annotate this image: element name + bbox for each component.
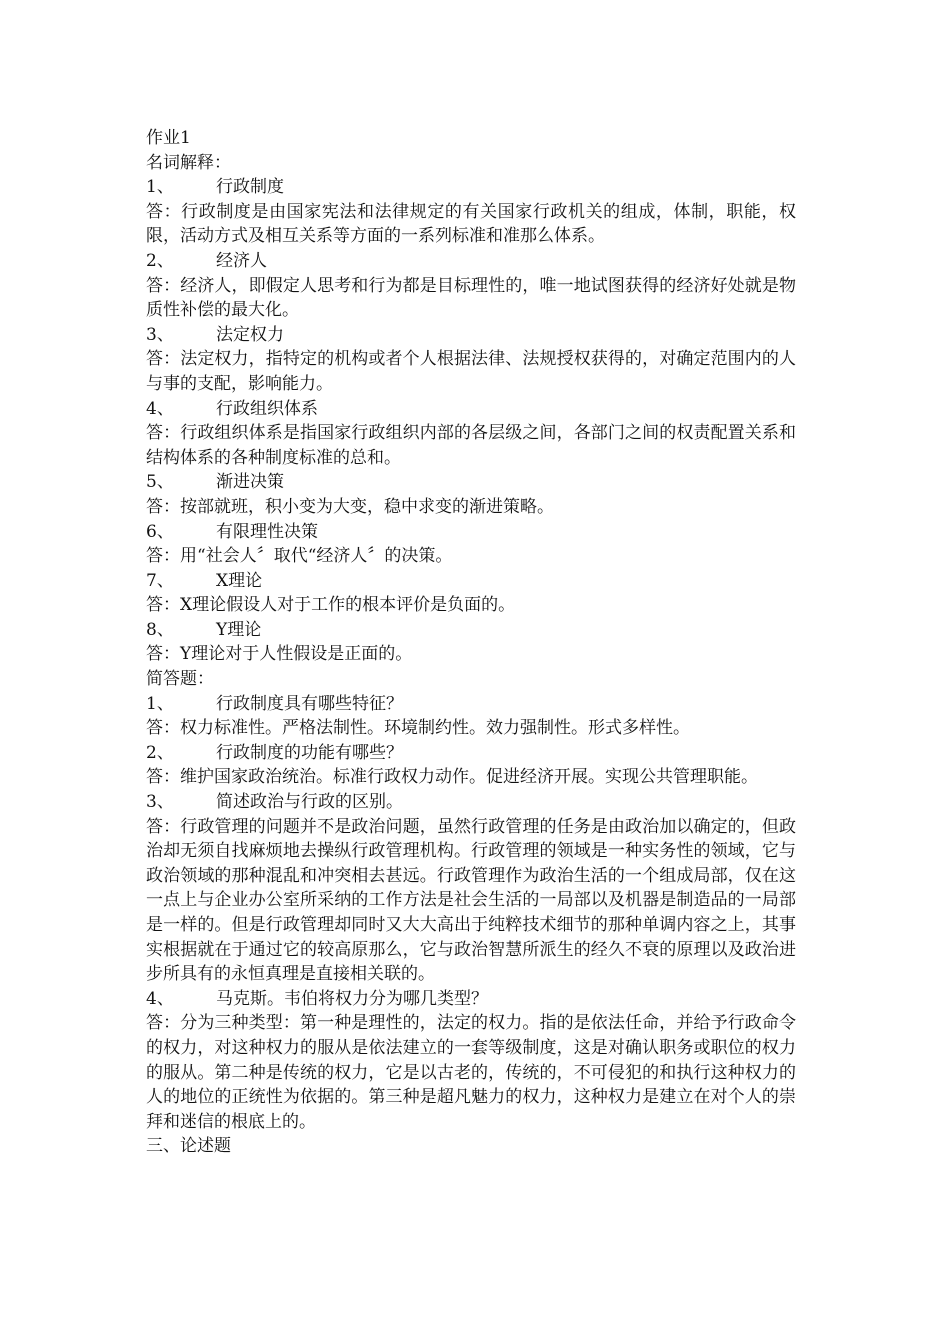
item-number: 8、 xyxy=(146,619,174,640)
item-question: 行政制度具有哪些特征？ xyxy=(216,693,403,714)
item-term: 法定权力 xyxy=(216,324,284,345)
item-answer: 答：权力标准性。严格法制性。环境制约性。效力强制性。形式多样性。 xyxy=(146,718,690,739)
item-term: 渐进决策 xyxy=(216,472,284,493)
item-term: 经济人 xyxy=(216,250,267,271)
question-item xyxy=(146,987,796,1012)
item-number: 6、 xyxy=(146,521,174,542)
section-title-short-answer: 简答题： xyxy=(146,669,214,690)
question-item xyxy=(146,790,796,815)
item-term: Y理论 xyxy=(216,619,262,640)
term-item xyxy=(146,323,796,348)
item-number: 1、 xyxy=(146,177,174,198)
item-answer: 答：行政管理的问题并不是政治问题，虽然行政管理的任务是由政治加以确定的，但政治却无须自找麻烦地去操纵行政管理机构。行政管理的领域是一种实务性的领域，它与政治领域的那种混乱和冲突相去甚远。行政管理作为政治生活的一个组成局部，仅在这一点上与企业办公室所采纳的工作方法是社会生活的一局部以及机器是制造品的一局部是一样的。但是行政管理却同时又大大高出于纯粹技术细节的那种单调内容之上，其事实根据就在于通过它的较高原那么，它与政治智慧所派生的经久不衰的原理以及政治进步所具有的永恒真理是直接相关联的。 xyxy=(146,816,796,985)
item-question: 行政制度的功能有哪些？ xyxy=(216,742,403,763)
item-number: 5、 xyxy=(146,472,174,493)
item-question: 简述政治与行政的区别。 xyxy=(216,792,403,813)
section-title-essay: 三、论述题 xyxy=(146,1136,231,1157)
doc-heading: 作业1 xyxy=(146,128,191,148)
item-number: 3、 xyxy=(146,792,174,813)
term-item xyxy=(146,569,796,594)
term-item xyxy=(146,618,796,643)
item-answer: 答：Y理论对于人性假设是正面的。 xyxy=(146,644,413,665)
item-answer: 答：法定权力，指特定的机构或者个人根据法律、法规授权获得的，对确定范围内的人与事的支配，影响能力。 xyxy=(146,349,796,394)
item-number: 2、 xyxy=(146,742,174,763)
term-item xyxy=(146,397,796,422)
document-page xyxy=(146,126,796,1159)
item-answer: 答：用“社会人〞取代“经济人〞的决策。 xyxy=(146,546,453,567)
item-term: 行政制度 xyxy=(216,177,284,198)
term-item xyxy=(146,470,796,495)
term-item xyxy=(146,249,796,274)
term-item-number xyxy=(146,175,796,200)
section-title-term-explanation: 名词解释： xyxy=(146,152,231,173)
item-question: 马克斯。韦伯将权力分为哪几类型？ xyxy=(216,988,488,1009)
item-term: 有限理性决策 xyxy=(216,521,318,542)
term-item xyxy=(146,520,796,545)
item-number: 4、 xyxy=(146,398,174,419)
item-answer: 答：行政组织体系是指国家行政组织内部的各层级之间，各部门之间的权责配置关系和结构体系的各种制度标准的总和。 xyxy=(146,423,796,468)
item-number: 7、 xyxy=(146,570,174,591)
item-number: 2、 xyxy=(146,250,174,271)
item-term: 行政组织体系 xyxy=(216,398,318,419)
item-number: 1、 xyxy=(146,693,174,714)
item-answer: 答：行政制度是由国家宪法和法律规定的有关国家行政机关的组成，体制，职能，权限，活动方式及相互关系等方面的一系列标准和准那么体系。 xyxy=(146,201,796,247)
question-item xyxy=(146,741,796,766)
item-answer: 答：按部就班，积小变为大变，稳中求变的渐进策略。 xyxy=(146,496,554,517)
item-number: 4、 xyxy=(146,988,174,1009)
item-answer: 答：经济人，即假定人思考和行为都是目标理性的，唯一地试图获得的经济好处就是物质性补偿的最大化。 xyxy=(146,275,796,321)
item-answer: 答：分为三种类型：第一种是理性的，法定的权力。指的是依法任命，并给予行政命令的权力，对这种权力的服从是依法建立的一套等级制度，这是对确认职务或职位的权力的服从。第二种是传统的权力，它是以古老的，传统的，不可侵犯的和执行这种权力的人的地位的正统性为依据的。第三种是超凡魅力的权力，这种权力是建立在对个人的崇拜和迷信的根底上的。 xyxy=(146,1013,796,1132)
item-answer: 答：维护国家政治统治。标准行政权力动作。促进经济开展。实现公共管理职能。 xyxy=(146,767,758,788)
item-term: X理论 xyxy=(216,570,263,591)
question-item xyxy=(146,692,796,717)
item-answer: 答：X理论假设人对于工作的根本评价是负面的。 xyxy=(146,595,516,616)
item-number: 3、 xyxy=(146,324,174,345)
